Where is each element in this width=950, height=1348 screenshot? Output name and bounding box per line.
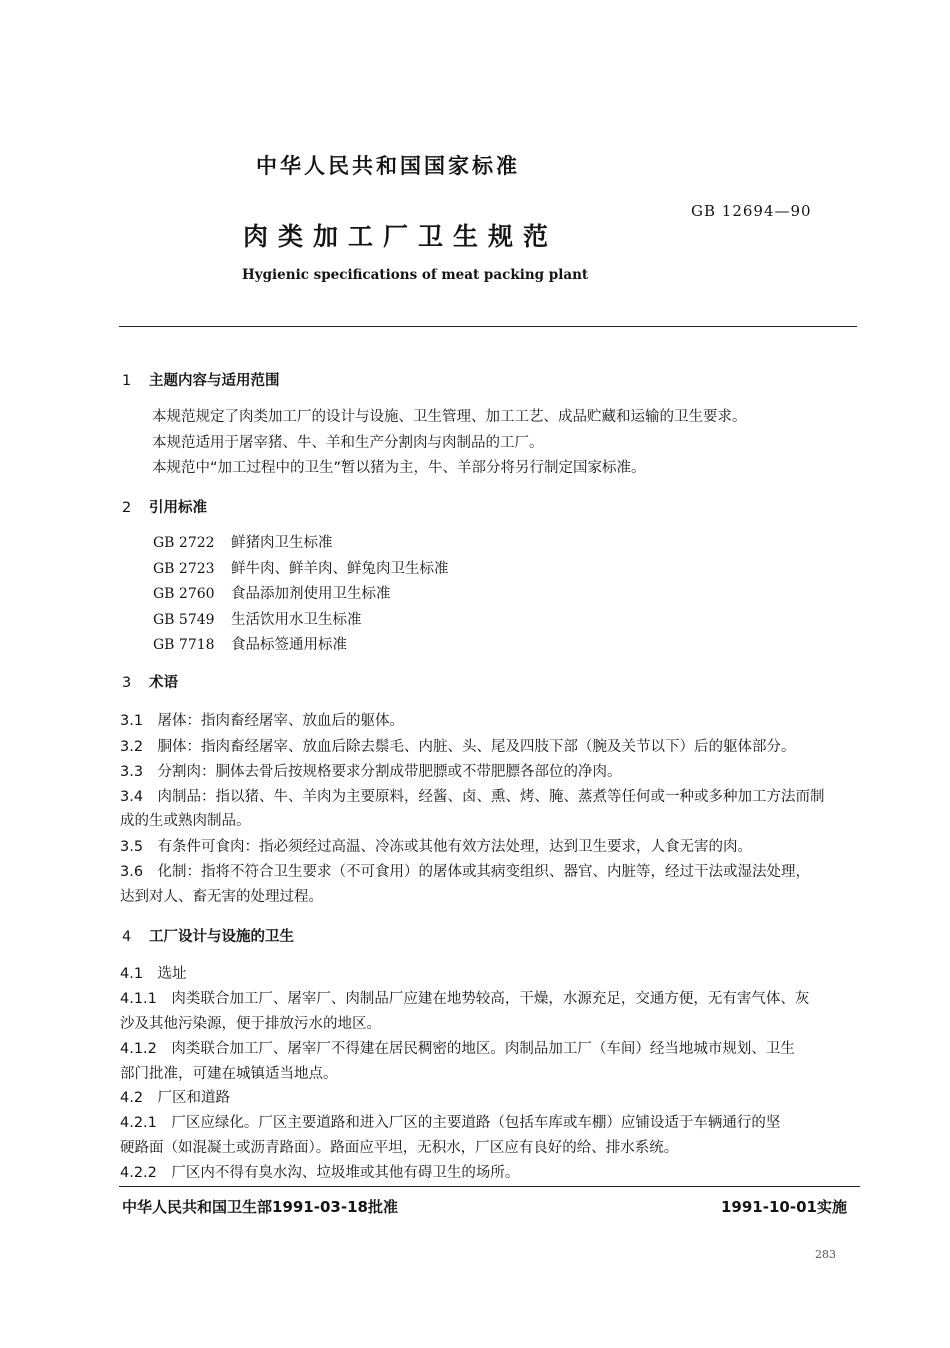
reference-item <box>153 633 347 654</box>
definition-line: 3.5 有条件可食肉：指必须经过高温、冷冻或其他有效方法处理，达到卫生要求，人食无害的肉。 <box>120 839 753 855</box>
clause-line: 沙及其他污染源，便于排放污水的地区。 <box>120 1016 381 1032</box>
header-divider <box>119 326 857 327</box>
page-number: 283 <box>815 1248 836 1261</box>
reference-name: 食品标签通用标准 <box>231 637 347 653</box>
document-title: 肉类加工厂卫生规范 <box>243 222 559 251</box>
section-number: 1 <box>122 373 132 389</box>
clause-line: 4.2.1 厂区应绿化。厂区主要道路和进入厂区的主要道路（包括车库或车棚）应铺设适于车辆通行的坚 <box>120 1115 781 1131</box>
section-heading <box>122 925 294 946</box>
reference-item <box>153 582 391 603</box>
section-number: 4 <box>122 929 132 945</box>
section-title: 引用标准 <box>149 500 207 516</box>
clause-line: 4.1.2 肉类联合加工厂、屠宰厂不得建在居民稠密的地区。肉制品加工厂（车间）经当地城市规划、卫生 <box>120 1041 795 1057</box>
reference-code: GB 2722 <box>153 535 215 551</box>
section-number: 2 <box>122 500 132 516</box>
section-heading <box>122 671 178 692</box>
clause-line: 部门批准，可建在城镇适当地点。 <box>120 1066 338 1082</box>
standard-code: GB 12694—90 <box>691 202 812 220</box>
reference-item <box>153 608 362 629</box>
reference-item <box>153 531 333 552</box>
paragraph: 本规范规定了肉类加工厂的设计与设施、卫生管理、加工工艺、成品贮藏和运输的卫生要求。 <box>152 409 747 425</box>
definition-line: 3.1 屠体：指肉畜经屠宰、放血后的躯体。 <box>120 713 405 729</box>
section-title: 术语 <box>149 675 178 691</box>
document-title-english: Hygienic specifications of meat packing plant <box>242 267 589 283</box>
definition-line: 3.6 化制：指将不符合卫生要求（不可食用）的屠体或其病变组织、器官、内脏等，经过干法或湿法处理， <box>120 864 811 880</box>
reference-item <box>153 557 449 578</box>
clause-line: 4.2.2 厂区内不得有臭水沟、垃圾堆或其他有碍卫生的场所。 <box>120 1165 520 1181</box>
section-title: 工厂设计与设施的卫生 <box>149 929 294 945</box>
section-number: 3 <box>122 675 132 691</box>
section-title: 主题内容与适用范围 <box>149 373 280 389</box>
clause-line: 4.2 厂区和道路 <box>120 1090 231 1106</box>
clause-line: 硬路面（如混凝土或沥青路面）。路面应平坦，无积水，厂区应有良好的给、排水系统。 <box>120 1140 679 1156</box>
reference-code: GB 2723 <box>153 561 215 577</box>
definition-line: 3.3 分割肉：胴体去骨后按规格要求分割成带肥膘或不带肥膘各部位的净肉。 <box>120 764 622 780</box>
reference-name: 鲜牛肉、鲜羊肉、鲜兔肉卫生标准 <box>231 561 449 577</box>
section-heading <box>122 496 207 517</box>
paragraph: 本规范适用于屠宰猪、牛、羊和生产分割肉与肉制品的工厂。 <box>152 435 544 451</box>
reference-name: 鲜猪肉卫生标准 <box>231 535 333 551</box>
definition-line: 成的生或熟肉制品。 <box>120 813 251 829</box>
clause-line: 4.1.1 肉类联合加工厂、屠宰厂、肉制品厂应建在地势较高，干燥，水源充足，交通方便，无有害气体、灰 <box>120 991 810 1007</box>
implementation-date: 1991-10-01实施 <box>721 1198 847 1216</box>
issuing-authority-title: 中华人民共和国国家标准 <box>256 154 520 178</box>
reference-name: 食品添加剂使用卫生标准 <box>231 586 391 602</box>
reference-code: GB 2760 <box>153 586 215 602</box>
reference-name: 生活饮用水卫生标准 <box>231 612 362 628</box>
reference-code: GB 5749 <box>153 612 215 628</box>
definition-line: 3.4 肉制品：指以猪、牛、羊肉为主要原料，经酱、卤、熏、烤、腌、蒸煮等任何或一种或多种加工方法而制 <box>120 789 825 805</box>
clause-line: 4.1 选址 <box>120 966 187 982</box>
paragraph: 本规范中“加工过程中的卫生”暂以猪为主，牛、羊部分将另行制定国家标准。 <box>152 460 646 476</box>
definition-line: 3.2 胴体：指肉畜经屠宰、放血后除去鬃毛、内脏、头、尾及四肢下部（腕及关节以下）后的躯体部分。 <box>120 739 796 755</box>
section-heading <box>122 369 280 390</box>
reference-code: GB 7718 <box>153 637 215 653</box>
definition-line: 达到对人、畜无害的处理过程。 <box>120 889 323 905</box>
approval-statement: 中华人民共和国卫生部1991-03-18批准 <box>122 1198 398 1216</box>
footer-divider <box>119 1186 860 1187</box>
